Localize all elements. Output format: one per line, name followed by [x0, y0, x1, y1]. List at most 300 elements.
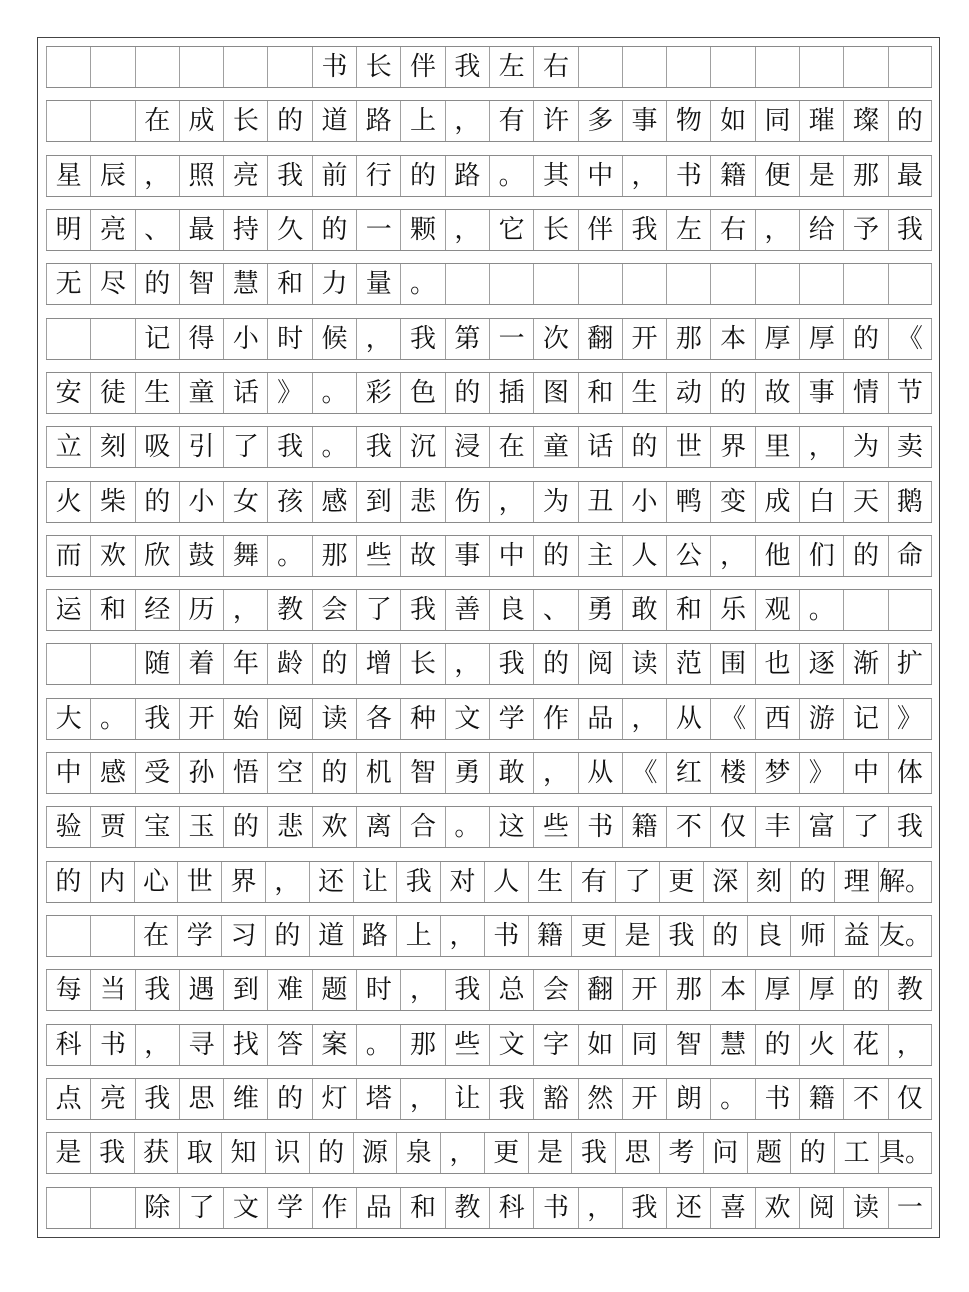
grid-cell: 获 — [134, 1133, 178, 1173]
grid-cell: 感 — [312, 482, 356, 522]
grid-row — [46, 481, 932, 523]
grid-cell: 我 — [489, 1079, 533, 1119]
grid-cell: 照 — [179, 156, 223, 196]
grid-cell: 。 — [710, 1079, 754, 1119]
grid-cell: 我 — [90, 1133, 134, 1173]
grid-cell: ， — [445, 101, 489, 141]
grid-cell: 童 — [179, 373, 223, 413]
grid-cell: 难 — [267, 970, 311, 1010]
grid-cell: 事 — [445, 536, 489, 576]
grid-cell: 开 — [622, 319, 666, 359]
grid-cell: 的 — [312, 644, 356, 684]
grid-cell: 种 — [400, 699, 444, 739]
grid-cell: 行 — [356, 156, 400, 196]
grid-cell: 的 — [710, 373, 754, 413]
grid-cell: 总 — [489, 970, 533, 1010]
grid-cell: 话 — [578, 427, 622, 467]
grid-cell: 亮 — [90, 1079, 134, 1119]
grid-cell: 学 — [177, 916, 221, 956]
grid-cell: 火 — [799, 1025, 843, 1065]
grid-row — [46, 46, 932, 88]
grid-cell: 我 — [622, 1188, 666, 1228]
grid-cell: 题 — [312, 970, 356, 1010]
grid-cell: ， — [135, 1025, 179, 1065]
grid-cell: 不 — [843, 1079, 887, 1119]
grid-cell: 界 — [710, 427, 754, 467]
grid-cell: 豁 — [533, 1079, 577, 1119]
grid-cell: ， — [489, 482, 533, 522]
grid-cell: 的 — [312, 210, 356, 250]
grid-cell: 花 — [843, 1025, 887, 1065]
grid-cell: 了 — [179, 1188, 223, 1228]
grid-cell: 西 — [755, 699, 799, 739]
grid-cell: 我 — [445, 970, 489, 1010]
grid-cell: 问 — [703, 1133, 747, 1173]
grid-cell: 成 — [755, 482, 799, 522]
grid-cell: 题 — [747, 1133, 791, 1173]
grid-cell: 辰 — [90, 156, 134, 196]
grid-cell: ， — [888, 1025, 932, 1065]
grid-cell: 富 — [799, 807, 843, 847]
grid-cell: 悲 — [400, 482, 444, 522]
grid-cell: 孩 — [267, 482, 311, 522]
grid-cell: 对 — [440, 862, 484, 902]
grid-cell: 我 — [356, 427, 400, 467]
grid-cell: 也 — [755, 644, 799, 684]
grid-cell: ， — [445, 210, 489, 250]
grid-cell: 验 — [46, 807, 90, 847]
grid-cell: 候 — [312, 319, 356, 359]
grid-cell: 情 — [843, 373, 887, 413]
grid-cell: 中 — [46, 753, 90, 793]
grid-cell — [46, 47, 90, 87]
grid-cell: ， — [265, 862, 309, 902]
grid-cell: 第 — [445, 319, 489, 359]
grid-cell: 范 — [666, 644, 710, 684]
grid-cell: 鹅 — [888, 482, 932, 522]
grid-cell: 左 — [489, 47, 533, 87]
grid-cell: 故 — [755, 373, 799, 413]
grid-cell: 持 — [223, 210, 267, 250]
grid-cell: 然 — [578, 1079, 622, 1119]
grid-cell: 吸 — [135, 427, 179, 467]
grid-cell: 那 — [312, 536, 356, 576]
grid-cell: 而 — [46, 536, 90, 576]
grid-cell: 悲 — [267, 807, 311, 847]
grid-cell: 欢 — [755, 1188, 799, 1228]
grid-cell: 我 — [396, 862, 440, 902]
grid-cell: 我 — [400, 590, 444, 630]
grid-cell: 游 — [799, 699, 843, 739]
grid-cell: 是 — [615, 916, 659, 956]
grid-cell: 籍 — [799, 1079, 843, 1119]
grid-cell: 维 — [223, 1079, 267, 1119]
grid-cell: 案 — [312, 1025, 356, 1065]
grid-cell: 书 — [90, 1025, 134, 1065]
grid-cell: 的 — [533, 536, 577, 576]
grid-cell: 的 — [309, 1133, 353, 1173]
grid-cell: 科 — [46, 1025, 90, 1065]
grid-cell: 书 — [755, 1079, 799, 1119]
grid-cell: 知 — [221, 1133, 265, 1173]
grid-row — [46, 263, 932, 305]
grid-cell: 最 — [179, 210, 223, 250]
grid-cell: 扩 — [888, 644, 932, 684]
grid-cell: 插 — [489, 373, 533, 413]
grid-cell: 识 — [265, 1133, 309, 1173]
grid-row — [46, 1187, 932, 1229]
grid-cell: 里 — [755, 427, 799, 467]
grid-cell: 》 — [267, 373, 311, 413]
grid-cell: 其 — [533, 156, 577, 196]
grid-cell: 在 — [135, 101, 179, 141]
grid-row — [46, 752, 932, 794]
grid-cell: 阅 — [267, 699, 311, 739]
grid-cell: 我 — [659, 916, 703, 956]
grid-cell: ， — [400, 970, 444, 1010]
grid-cell: 每 — [46, 970, 90, 1010]
grid-cell: 生 — [622, 373, 666, 413]
grid-cell: 悟 — [223, 753, 267, 793]
grid-cell: 从 — [578, 753, 622, 793]
grid-cell: 些 — [533, 807, 577, 847]
grid-cell: 大 — [46, 699, 90, 739]
grid-cell: 我 — [888, 210, 932, 250]
grid-cell: 不 — [666, 807, 710, 847]
grid-cell: 敢 — [622, 590, 666, 630]
grid-cell: 的 — [790, 1133, 834, 1173]
grid-cell: 他 — [755, 536, 799, 576]
grid-cell: 刻 — [90, 427, 134, 467]
grid-cell: 浸 — [445, 427, 489, 467]
grid-cell: 有 — [489, 101, 533, 141]
grid-cell — [90, 916, 134, 956]
grid-cell: 些 — [445, 1025, 489, 1065]
grid-cell — [666, 47, 710, 87]
grid-cell: 璨 — [843, 101, 887, 141]
grid-cell: 路 — [445, 156, 489, 196]
grid-cell: 一 — [489, 319, 533, 359]
grid-cell: 塔 — [356, 1079, 400, 1119]
grid-cell: 深 — [703, 862, 747, 902]
grid-cell — [578, 47, 622, 87]
grid-cell: 智 — [666, 1025, 710, 1065]
grid-cell: 始 — [223, 699, 267, 739]
grid-row — [46, 1078, 932, 1120]
grid-cell: 的 — [265, 916, 309, 956]
grid-cell: 一 — [356, 210, 400, 250]
grid-cell: 生 — [135, 373, 179, 413]
grid-cell: 翻 — [578, 970, 622, 1010]
grid-cell — [90, 101, 134, 141]
grid-cell: 右 — [710, 210, 754, 250]
grid-cell: 一 — [888, 1188, 932, 1228]
grid-row — [46, 806, 932, 848]
grid-cell: 书 — [533, 1188, 577, 1228]
grid-cell — [888, 590, 932, 630]
grid-cell: 喜 — [710, 1188, 754, 1228]
grid-cell — [755, 264, 799, 304]
grid-cell: 是 — [46, 1133, 90, 1173]
grid-cell: ， — [356, 319, 400, 359]
grid-cell: 故 — [400, 536, 444, 576]
grid-cell: 慧 — [223, 264, 267, 304]
grid-cell: 还 — [309, 862, 353, 902]
grid-cell: 学 — [267, 1188, 311, 1228]
grid-cell: 寻 — [179, 1025, 223, 1065]
grid-cell: 楼 — [710, 753, 754, 793]
grid-cell: 友。 — [878, 916, 932, 956]
grid-cell: 离 — [356, 807, 400, 847]
grid-cell: 的 — [533, 644, 577, 684]
grid-cell: 益 — [834, 916, 878, 956]
grid-cell: 更 — [571, 916, 615, 956]
grid-cell: 文 — [445, 699, 489, 739]
grid-cell: 、 — [135, 210, 179, 250]
grid-cell: 鸭 — [666, 482, 710, 522]
grid-cell: 厚 — [799, 319, 843, 359]
grid-cell: 事 — [799, 373, 843, 413]
grid-cell — [799, 264, 843, 304]
grid-cell: 它 — [489, 210, 533, 250]
grid-cell: 记 — [843, 699, 887, 739]
grid-cell: 书 — [666, 156, 710, 196]
grid-cell: 中 — [843, 753, 887, 793]
grid-cell: 解。 — [878, 862, 932, 902]
grid-cell: 最 — [888, 156, 932, 196]
grid-cell: 体 — [888, 753, 932, 793]
grid-cell: 公 — [666, 536, 710, 576]
grid-cell: 有 — [571, 862, 615, 902]
grid-cell: 我 — [267, 156, 311, 196]
grid-cell: 会 — [312, 590, 356, 630]
grid-cell: 教 — [445, 1188, 489, 1228]
grid-cell: 的 — [790, 862, 834, 902]
grid-cell: 亮 — [90, 210, 134, 250]
grid-cell: 的 — [843, 319, 887, 359]
grid-row — [46, 426, 932, 468]
grid-cell — [90, 319, 134, 359]
grid-cell — [46, 1188, 90, 1228]
grid-cell: 。 — [312, 427, 356, 467]
grid-cell: 开 — [179, 699, 223, 739]
grid-cell — [223, 47, 267, 87]
grid-cell: 节 — [888, 373, 932, 413]
grid-cell: 时 — [356, 970, 400, 1010]
grid-cell: 更 — [659, 862, 703, 902]
grid-cell: 到 — [356, 482, 400, 522]
grid-cell: 字 — [533, 1025, 577, 1065]
grid-cell: 勇 — [578, 590, 622, 630]
grid-cell: 答 — [267, 1025, 311, 1065]
grid-cell: 颗 — [400, 210, 444, 250]
grid-cell — [46, 319, 90, 359]
grid-cell: 次 — [533, 319, 577, 359]
grid-cell: 左 — [666, 210, 710, 250]
grid-cell: 立 — [46, 427, 90, 467]
grid-cell: 的 — [312, 753, 356, 793]
grid-cell: 教 — [267, 590, 311, 630]
grid-cell: 朗 — [666, 1079, 710, 1119]
grid-cell: 科 — [489, 1188, 533, 1228]
grid-cell: 增 — [356, 644, 400, 684]
grid-cell: 遇 — [179, 970, 223, 1010]
grid-cell: 物 — [666, 101, 710, 141]
grid-cell: 各 — [356, 699, 400, 739]
grid-cell: 泉 — [396, 1133, 440, 1173]
grid-cell: 无 — [46, 264, 90, 304]
grid-cell: 上 — [400, 101, 444, 141]
grid-cell: 变 — [710, 482, 754, 522]
grid-cell: 龄 — [267, 644, 311, 684]
grid-cell: 伴 — [400, 47, 444, 87]
grid-cell: 为 — [843, 427, 887, 467]
grid-cell: 长 — [400, 644, 444, 684]
grid-cell — [489, 264, 533, 304]
grid-cell: 和 — [90, 590, 134, 630]
grid-cell: ， — [710, 536, 754, 576]
grid-cell: 运 — [46, 590, 90, 630]
grid-cell: 了 — [356, 590, 400, 630]
grid-cell: ， — [578, 1188, 622, 1228]
grid-cell: 了 — [843, 807, 887, 847]
grid-cell: 会 — [533, 970, 577, 1010]
grid-cell: 》 — [888, 699, 932, 739]
grid-cell: 小 — [179, 482, 223, 522]
grid-cell: ， — [755, 210, 799, 250]
grid-cell: 乐 — [710, 590, 754, 630]
grid-cell: 文 — [489, 1025, 533, 1065]
grid-cell: 。 — [799, 590, 843, 630]
grid-cell: 沉 — [400, 427, 444, 467]
grid-cell — [622, 47, 666, 87]
grid-cell: 更 — [484, 1133, 528, 1173]
grid-cell: 师 — [790, 916, 834, 956]
grid-cell: 作 — [533, 699, 577, 739]
grid-cell: 翻 — [578, 319, 622, 359]
grid-cell: 欢 — [312, 807, 356, 847]
grid-cell: 安 — [46, 373, 90, 413]
grid-cell: 到 — [223, 970, 267, 1010]
grid-cell: 图 — [533, 373, 577, 413]
grid-cell: 色 — [400, 373, 444, 413]
grid-cell: 我 — [135, 970, 179, 1010]
grid-cell: 随 — [135, 644, 179, 684]
grid-cell: 厚 — [799, 970, 843, 1010]
grid-cell: 的 — [223, 807, 267, 847]
grid-cell: 予 — [843, 210, 887, 250]
grid-row — [46, 643, 932, 685]
grid-cell — [90, 644, 134, 684]
grid-row — [46, 1024, 932, 1066]
grid-cell — [799, 47, 843, 87]
grid-cell: 如 — [578, 1025, 622, 1065]
grid-cell: 读 — [622, 644, 666, 684]
grid-cell: ， — [135, 156, 179, 196]
grid-cell: 亮 — [223, 156, 267, 196]
grid-cell: 引 — [179, 427, 223, 467]
grid-cell: 柴 — [90, 482, 134, 522]
grid-cell: 从 — [666, 699, 710, 739]
grid-cell: 敢 — [489, 753, 533, 793]
grid-cell: 。 — [489, 156, 533, 196]
grid-cell: 我 — [888, 807, 932, 847]
grid-cell: 生 — [528, 862, 572, 902]
grid-cell: 我 — [135, 1079, 179, 1119]
grid-cell: 上 — [396, 916, 440, 956]
grid-cell: 同 — [622, 1025, 666, 1065]
grid-cell: 伤 — [445, 482, 489, 522]
grid-cell: 本 — [710, 970, 754, 1010]
grid-cell — [90, 1188, 134, 1228]
grid-cell: 中 — [578, 156, 622, 196]
grid-cell: 同 — [755, 101, 799, 141]
grid-cell: 合 — [400, 807, 444, 847]
grid-cell: 些 — [356, 536, 400, 576]
grid-cell: 尽 — [90, 264, 134, 304]
grid-cell: 量 — [356, 264, 400, 304]
grid-cell: 年 — [223, 644, 267, 684]
grid-cell: 彩 — [356, 373, 400, 413]
grid-cell: 是 — [799, 156, 843, 196]
grid-cell: 机 — [356, 753, 400, 793]
grid-cell: 经 — [135, 590, 179, 630]
grid-cell: 路 — [353, 916, 397, 956]
grid-cell: 时 — [267, 319, 311, 359]
grid-cell: 在 — [489, 427, 533, 467]
grid-cell: 厚 — [755, 319, 799, 359]
grid-cell: ， — [440, 1133, 484, 1173]
grid-cell: 学 — [489, 699, 533, 739]
grid-cell — [179, 47, 223, 87]
grid-cell: 的 — [843, 970, 887, 1010]
grid-cell: 开 — [622, 970, 666, 1010]
grid-cell: 的 — [135, 482, 179, 522]
grid-cell: 世 — [666, 427, 710, 467]
grid-cell: 《 — [888, 319, 932, 359]
grid-cell: 这 — [489, 807, 533, 847]
grid-cell: 勇 — [445, 753, 489, 793]
grid-cell: 长 — [356, 47, 400, 87]
grid-cell: 舞 — [223, 536, 267, 576]
grid-cell: ， — [445, 644, 489, 684]
grid-cell: 的 — [267, 101, 311, 141]
grid-cell: 灯 — [312, 1079, 356, 1119]
grid-cell: 受 — [135, 753, 179, 793]
grid-cell: 主 — [578, 536, 622, 576]
grid-cell: 》 — [799, 753, 843, 793]
grid-cell: 欣 — [135, 536, 179, 576]
grid-row — [46, 372, 932, 414]
grid-cell: 围 — [710, 644, 754, 684]
grid-row — [46, 915, 932, 957]
grid-cell: 我 — [267, 427, 311, 467]
grid-cell: 丰 — [755, 807, 799, 847]
grid-cell: 我 — [622, 210, 666, 250]
grid-cell: 考 — [659, 1133, 703, 1173]
grid-cell: 那 — [400, 1025, 444, 1065]
grid-cell: 品 — [578, 699, 622, 739]
grid-cell — [666, 264, 710, 304]
grid-row — [46, 100, 932, 142]
grid-cell: 点 — [46, 1079, 90, 1119]
grid-cell — [46, 101, 90, 141]
grid-cell: 还 — [666, 1188, 710, 1228]
grid-cell: 右 — [533, 47, 577, 87]
grid-cell: 当 — [90, 970, 134, 1010]
grid-row — [46, 1132, 932, 1174]
grid-cell: 《 — [622, 753, 666, 793]
